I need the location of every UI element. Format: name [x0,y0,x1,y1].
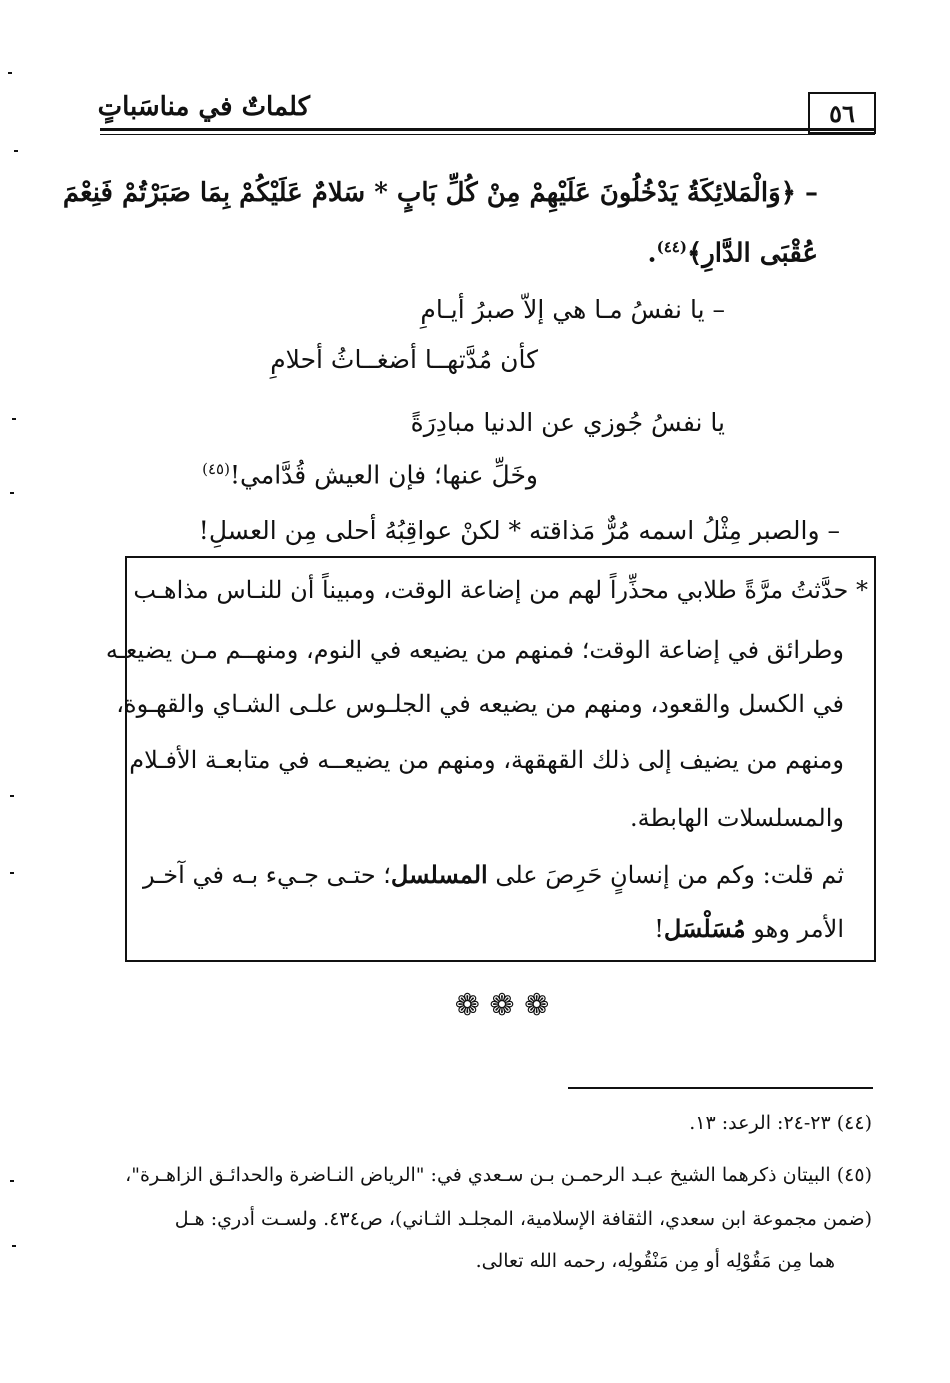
margin-mark [12,418,16,420]
footnote-44: (٤٤) ٢٣-٢٤: الرعد: ١٣. [689,1112,872,1134]
note-line-6-end: ؛ حتـى جـيء بـه في آخـر [143,861,391,889]
footnote-ref-44: (٤٤) [656,238,687,256]
flower-ornament-icons: ❁ ❁ ❁ [454,988,550,1023]
proverb-line: – والصبر مِثْلُ اسمه مُرٌّ مَذاقته * لكنْ عواقِبُهُ أحلى مِن العسلِ! [198,516,840,545]
margin-mark [10,795,14,797]
header-rule-thick [100,128,875,131]
note-line-7-end: ! [654,915,664,943]
poem-line-1: – يا نفسُ مـا هي إلاّ صبرُ أيـامِ [420,295,725,324]
page-number: ٥٦ [829,98,855,128]
footnote-ref-45: (٤٥) [202,460,230,478]
note-line-2: وطرائق في إضاعة الوقت؛ فمنهم من يضيعه في النوم، ومنهــم مـن يضيعـه [105,636,844,664]
margin-mark [10,492,14,494]
poem-line-4-text: وخَلِّ عنها؛ فإن العيش قُدَّامي! [229,460,538,490]
note-bold-word-2: مُسَلْسَل [663,914,746,943]
note-line-6-start: ثم قلت: وكم من إنسانٍ حَرِصَ على [487,861,844,889]
margin-mark [10,1180,14,1182]
running-title: كلماتٌ في مناسَباتٍ [97,92,310,122]
margin-mark [14,150,18,152]
quran-verse-end: عُقْبَى الدَّارِ﴾ [686,238,818,269]
margin-mark [10,872,14,874]
note-line-5: والمسلسلات الهابطة. [630,804,844,832]
note-box [105,556,876,962]
poem-line-2: كأن مُدَّتهــا أضغــاثُ أحلامِ [270,345,538,374]
note-line-7 [654,914,844,943]
header-rule-thin [100,134,875,135]
quran-verse-line-2 [648,238,818,270]
quran-verse-line-1: – ﴿وَالْمَلائِكَةُ يَدْخُلُونَ عَلَيْهِمْ مِنْ كُلِّ بَابٍ * سَلامٌ عَلَيْكُمْ بِمَا صَبَرْتُمْ فَنِعْمَ [62,178,818,208]
poem-line-3: يا نفسُ جُوزي عن الدنيا مبادِرَةً [410,408,725,437]
poem-line-4 [202,460,538,490]
margin-mark [12,1245,16,1247]
footnote-rule [568,1087,873,1089]
note-line-4: ومنهم من يضيف إلى ذلك القهقهة، ومنهم من يضيعــه في متابعـة الأفـلام [129,746,844,774]
note-line-6 [143,860,844,889]
section-separator [412,988,592,1023]
footnote-45-line-1: (٤٥) البيتان ذكرهما الشيخ عبـد الرحمـن بـن سـعدي في: "الرياض النـاضرة والحدائـق الزاهـرة"، [125,1164,872,1186]
margin-mark [8,72,12,74]
footnote-45-line-2: (ضمن مجموعة ابن سعدي، الثقافة الإسلامية، المجلـد الثـاني)، ص٤٣٤. ولسـت أدري: هـل [174,1208,872,1230]
note-line-7-start: الأمر وهو [745,915,844,943]
footnote-45-line-3: هما مِن مَقُوْلِه أو مِن مَنْقُولِه، رحمه الله تعالى. [475,1250,835,1272]
quran-period: . [647,238,657,269]
note-line-1: * حدَّثتُ مرَّةً طلابي محذِّراً لهم من إضاعة الوقت، ومبيناً أن للنـاس مذاهـب [133,576,868,604]
note-bold-word-1: المسلسل [390,860,488,889]
note-line-3: في الكسل والقعود، ومنهم من يضيعه في الجلـوس علـى الشـاي والقهـوة، [116,690,844,718]
